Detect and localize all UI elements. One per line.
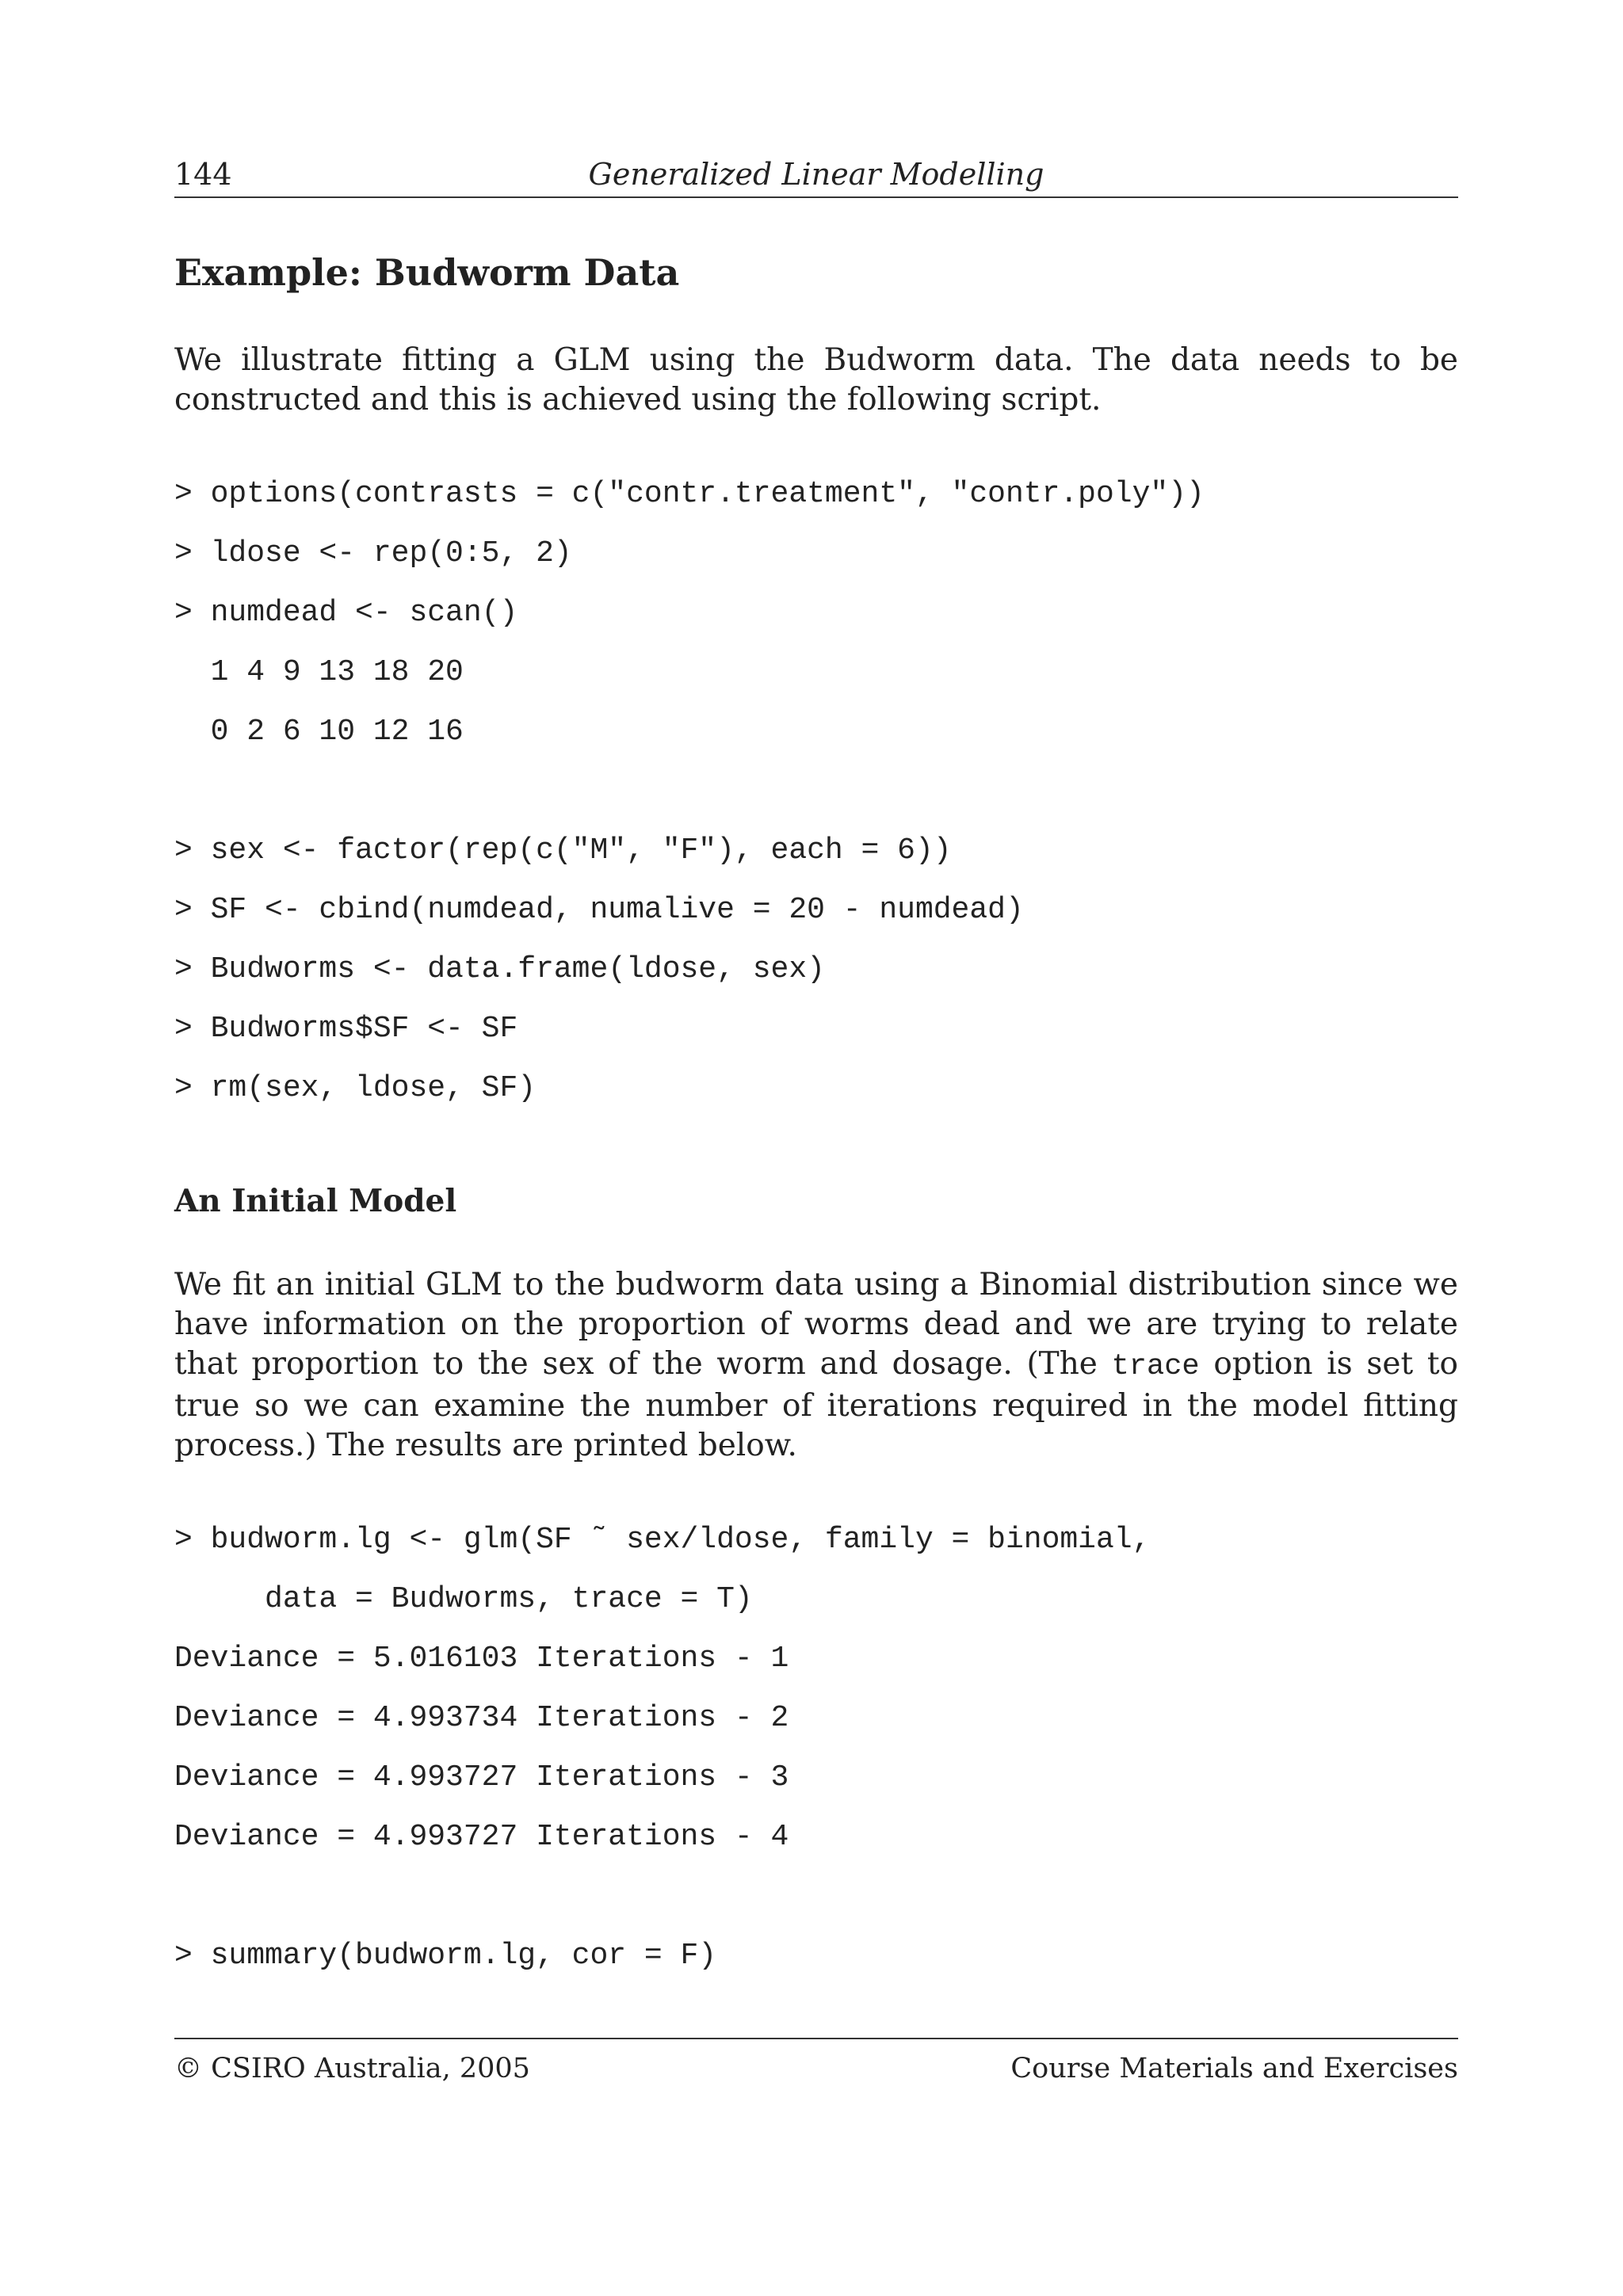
code-line: > rm(sex, ldose, SF) bbox=[174, 1071, 537, 1105]
code-line: > options(contrasts = c("contr.treatment", "contr.poly")) bbox=[174, 477, 1205, 511]
script-code-block bbox=[174, 464, 1458, 1118]
page-header bbox=[174, 155, 1458, 198]
paragraph-text: We fit an initial GLM to the budworm data using a Binomial distribution since we have information on the proportion of worms dead and we are trying to relate that proportion to the sex of the worm and dosage. (The bbox=[174, 1267, 1458, 1382]
running-title: Generalized Linear Modelling bbox=[588, 157, 1044, 192]
code-line: > ldose <- rep(0:5, 2) bbox=[174, 536, 572, 570]
output-line: Deviance = 4.993734 Iterations - 2 bbox=[174, 1701, 789, 1735]
page-number: 144 bbox=[174, 157, 232, 192]
code-line: > numdead <- scan() bbox=[174, 596, 518, 630]
copyright-notice: © CSIRO Australia, 2005 bbox=[174, 2053, 530, 2084]
subsection-title: An Initial Model bbox=[174, 1183, 457, 1219]
output-line: Deviance = 5.016103 Iterations - 1 bbox=[174, 1642, 789, 1676]
output-line: Deviance = 4.993727 Iterations - 4 bbox=[174, 1820, 789, 1854]
paragraph-text: option is set to true so we can examine the number of iterations required in the model fitting process.) The results are printed below. bbox=[174, 1346, 1459, 1463]
code-line: > budworm.lg <- glm(SF ˜ sex/ldose, family = binomial, bbox=[174, 1523, 1151, 1557]
code-line: 1 4 9 13 18 20 bbox=[174, 655, 464, 689]
intro-paragraph: We illustrate fitting a GLM using the Budworm data. The data needs to be constructed and this is achieved using the following script. bbox=[174, 342, 1458, 418]
code-line: > Budworms$SF <- SF bbox=[174, 1012, 518, 1046]
section-title: Example: Budworm Data bbox=[174, 251, 680, 294]
code-line: 0 2 6 10 12 16 bbox=[174, 715, 464, 749]
code-line-blank bbox=[174, 761, 1458, 821]
page-footer bbox=[174, 2038, 1458, 2087]
code-line-blank bbox=[174, 1867, 1458, 1926]
code-line: data = Budworms, trace = T) bbox=[174, 1582, 753, 1616]
inline-code: trace bbox=[1111, 1350, 1200, 1383]
code-line: > Budworms <- data.frame(ldose, sex) bbox=[174, 952, 825, 986]
code-line: > sex <- factor(rep(c("M", "F"), each = 6)) bbox=[174, 833, 952, 868]
output-line: Deviance = 4.993727 Iterations - 3 bbox=[174, 1760, 789, 1794]
code-line: > SF <- cbind(numdead, numalive = 20 - numdead) bbox=[174, 893, 1024, 927]
footer-course-title: Course Materials and Exercises bbox=[1010, 2053, 1458, 2084]
model-paragraph bbox=[174, 1265, 1458, 1466]
model-code-block bbox=[174, 1510, 1458, 1985]
code-line: > summary(budworm.lg, cor = F) bbox=[174, 1939, 717, 1973]
document-page bbox=[174, 155, 1458, 1985]
